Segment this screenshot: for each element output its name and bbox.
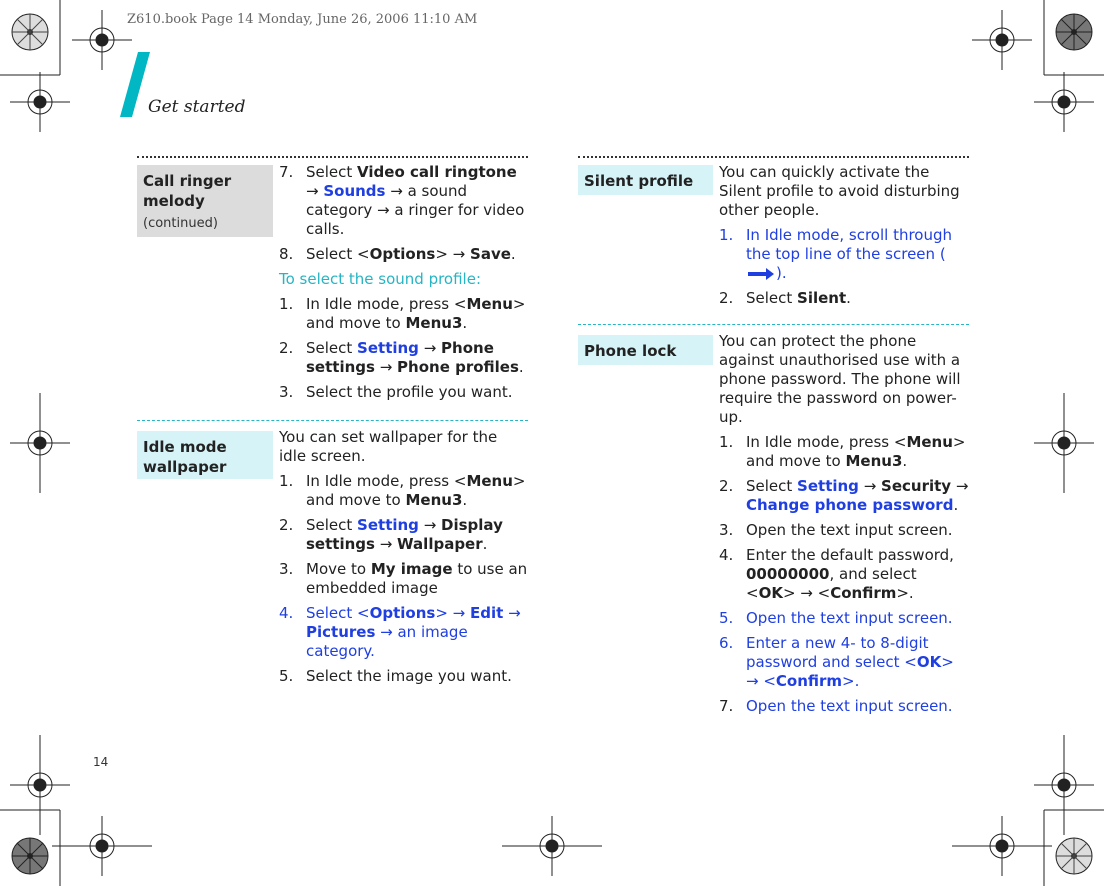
list-item: 8. Select <Options> → Save. [279, 245, 516, 263]
list-item: 1. In Idle mode, press <Menu> and move to Menu3. [719, 433, 966, 470]
section-divider [578, 324, 969, 325]
list-item: 6. Enter a new 4- to 8-digit password and select <OK> → <Confirm>. [719, 634, 954, 690]
section-description: You can quickly activate the Silent profile to avoid disturbing other people. [719, 163, 960, 219]
phone-lock-steps [719, 332, 969, 722]
registration-target-icon [502, 816, 602, 876]
silent-profile-steps [719, 163, 969, 314]
chapter-title: Get started [148, 97, 246, 117]
list-item: 1. In Idle mode, press <Menu> and move to Menu3. [279, 295, 526, 332]
section-divider [137, 420, 528, 421]
color-wheel-icon [10, 12, 50, 52]
list-item: 2. Select Setting → Phone settings → Phone profiles. [279, 339, 524, 376]
registration-target-icon [972, 10, 1032, 70]
list-item: 2. Select Setting → Security → Change phone password. [719, 477, 969, 514]
idle-wallpaper-steps [279, 428, 529, 692]
list-item: 1. In Idle mode, scroll through the top line of the screen (). [719, 226, 953, 282]
section-label-silent-profile: Silent profile [578, 165, 713, 195]
section-description: You can set wallpaper for the idle screen. [279, 428, 498, 465]
list-item: 3. Move to My image to use an embedded image [279, 560, 528, 597]
list-item: 5. Open the text input screen. [719, 609, 953, 627]
registration-target-icon [10, 72, 70, 132]
list-item: 3. Open the text input screen. [719, 521, 953, 539]
section-divider [578, 156, 969, 158]
registration-target-icon [10, 393, 70, 493]
color-wheel-icon [1054, 12, 1094, 52]
registration-target-icon [1034, 393, 1094, 493]
section-label-idle-mode-wallpaper: Idle mode wallpaper [137, 431, 273, 479]
navigation-key-icon [746, 267, 776, 281]
section-label-call-ringer-melody: Call ringer melody (continued) [137, 165, 273, 237]
procedure-intro: To select the sound profile: [279, 270, 482, 288]
registration-target-icon [952, 816, 1052, 876]
list-item: 3. Select the profile you want. [279, 383, 513, 401]
registration-target-icon [52, 816, 152, 876]
list-item: 4. Enter the default password, 00000000, and select <OK> → <Confirm>. [719, 546, 954, 602]
list-item: 5. Select the image you want. [279, 667, 512, 685]
color-wheel-icon [10, 836, 50, 876]
section-description: You can protect the phone against unauthorised use with a phone password. The phone will require the password on power-up. [719, 332, 961, 426]
list-item: 2. Select Setting → Display settings → Wallpaper. [279, 516, 503, 553]
list-item: 4. Select <Options> → Edit → Pictures → an image category. [279, 604, 521, 660]
chapter-accent-bar [120, 52, 150, 117]
section-divider [137, 156, 528, 158]
page-number: 14 [93, 755, 109, 769]
book-header-line: Z610.book Page 14 Monday, June 26, 2006 11:10 AM [127, 12, 478, 27]
list-item: 1. In Idle mode, press <Menu> and move to Menu3. [279, 472, 526, 509]
registration-target-icon [1034, 72, 1094, 132]
color-wheel-icon [1054, 836, 1094, 876]
list-item: 2. Select Silent. [719, 289, 851, 307]
section-label-phone-lock: Phone lock [578, 335, 713, 365]
list-item: 7. Open the text input screen. [719, 697, 953, 715]
list-item: 7. Select Video call ringtone → Sounds → a sound category → a ringer for video calls. [279, 163, 525, 238]
call-ringer-steps [279, 163, 529, 408]
